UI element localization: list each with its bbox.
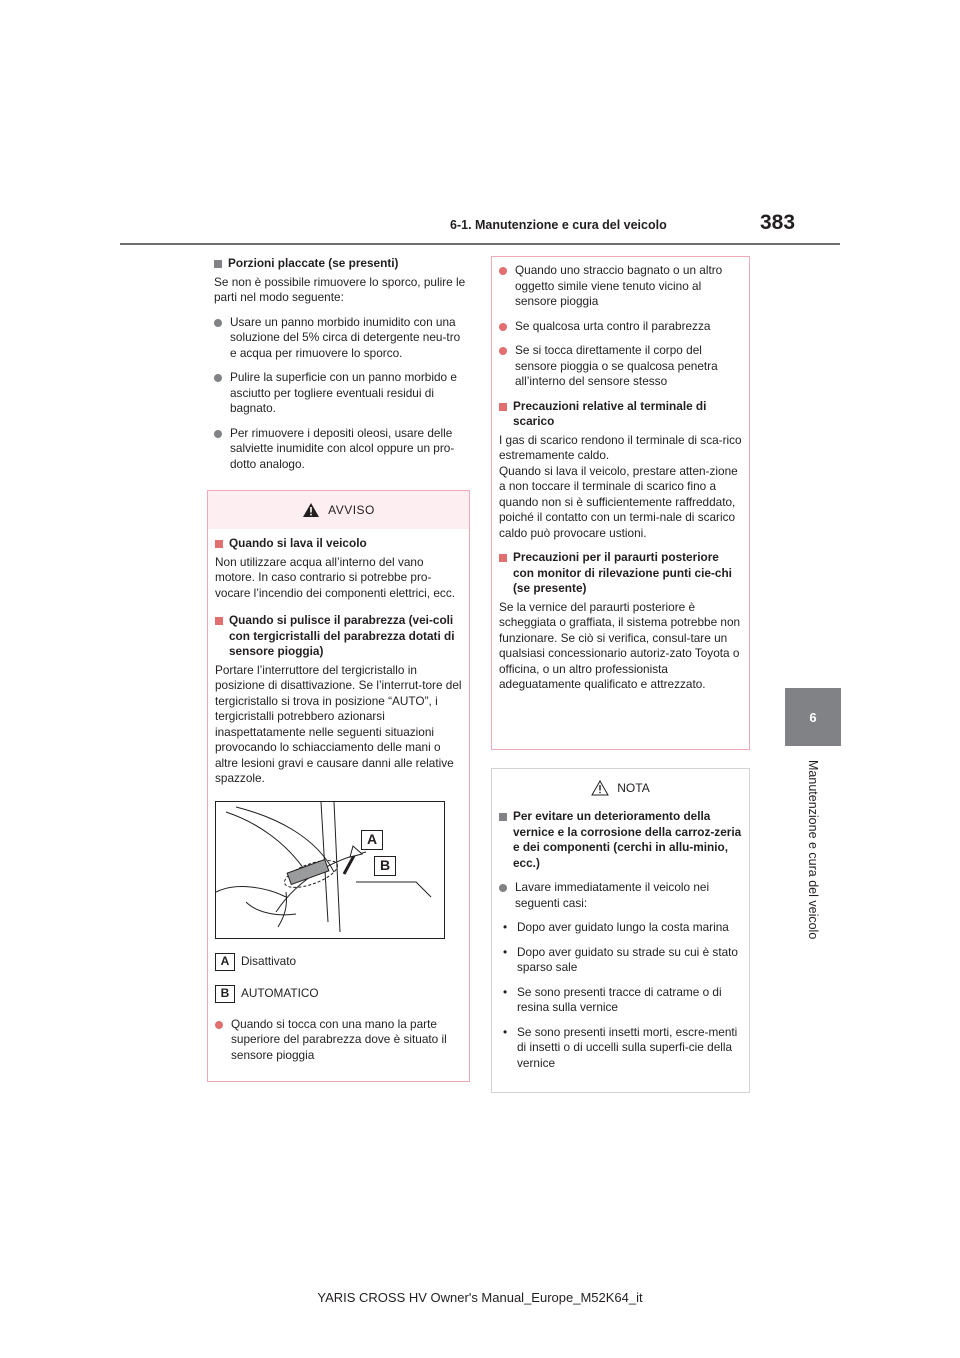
warning-box: [207, 490, 470, 1082]
note-box: [491, 768, 750, 1093]
figure-callout-a: A: [361, 830, 383, 850]
paragraph: Quando si lava il veicolo, prestare atten-zione a non toccare il terminale di scarico fino a quando non si è sufficientemente raffreddato, poiché il contatto con un termi-nale di scarico caldo può provocare ustioni.: [499, 463, 738, 540]
heading-paint: Per evitare un deterioramento della vernice e la corrosione della carroz-zeria e dei componenti (cerchi in allu-minio, ecc.): [499, 809, 742, 871]
sub-list-item: • Dopo aver guidato lungo la costa marina: [503, 920, 729, 934]
warning-continuation-box: [491, 256, 750, 750]
list-item: Lavare immediatamente il veicolo nei seguenti casi:: [499, 880, 742, 911]
heading-washing: Quando si lava il veicolo: [215, 536, 462, 552]
warning-header: [208, 491, 469, 529]
section-title: 6-1. Manutenzione e cura del veicolo: [450, 218, 667, 232]
footer-manual-id: YARIS CROSS HV Owner's Manual_Europe_M52K64_it: [317, 1290, 643, 1305]
paragraph: Se non è possibile rimuovere lo sporco, pulire le parti nel modo seguente:: [214, 274, 466, 304]
paragraph: Se la vernice del paraurti posteriore è scheggiata o graffiata, il sistema potrebbe non funzionare. Se ciò si verifica, consul-tare un qualsiasi concessionario autoriz-zato Toyota o officina, o un altro professionista adeguatamente qualificato e attrezzato.: [499, 599, 741, 691]
list-item: Quando si tocca con una mano la parte superiore del parabrezza dove è situato il sensore pioggia: [215, 1017, 462, 1064]
list-item: Quando uno straccio bagnato o un altro oggetto simile viene tenuto vicino al sensore pioggia: [499, 263, 742, 310]
header-rule: [120, 243, 840, 245]
note-title: NOTA: [617, 781, 650, 795]
list-item: Se si tocca direttamente il corpo del sensore pioggia o se qualcosa penetra all’interno del sensore stesso: [499, 343, 742, 390]
note-header: [492, 769, 749, 807]
caution-triangle-icon: [591, 780, 609, 796]
page-number: 383: [760, 211, 796, 234]
heading-plated-parts: Porzioni placcate (se presenti): [214, 256, 470, 272]
chapter-tab-label: Manutenzione e cura del veicolo: [806, 760, 820, 940]
list-item: Usare un panno morbido inumidito con una soluzione del 5% circa di detergente neu-tro e acqua per rimuovere lo sporco.: [214, 315, 470, 362]
wiper-switch-illustration: [216, 802, 444, 938]
heading-windshield: Quando si pulisce il parabrezza (vei-coli con tergicristalli del parabrezza dotati di sensore pioggia): [215, 613, 462, 660]
heading-bumper: Precauzioni per il paraurti posteriore con monitor di rilevazione punti cie-chi (se presente): [499, 550, 742, 597]
wiper-switch-figure: [215, 801, 445, 939]
sub-list-item: • Se sono presenti tracce di catrame o di resina sulla vernice: [503, 984, 722, 1014]
left-column: [214, 256, 470, 481]
warning-triangle-icon: [302, 502, 320, 518]
legend-item-b: B AUTOMATICO: [215, 985, 462, 1003]
list-item: Pulire la superficie con un panno morbido e asciutto per togliere eventuali residui di bagnato.: [214, 370, 470, 417]
list-item: Per rimuovere i depositi oleosi, usare delle salviette inumidite con alcol oppure un pro-dotto analogo.: [214, 426, 470, 473]
sub-list-item: • Se sono presenti insetti morti, escre-menti di insetti o di uccelli sulla superfi-cie della vernice: [503, 1024, 738, 1070]
figure-callout-b: B: [374, 856, 396, 876]
warning-title: AVVISO: [328, 503, 375, 517]
chapter-tab[interactable]: 6: [785, 688, 841, 746]
sub-list-item: • Dopo aver guidato su strade su cui è stato sparso sale: [503, 944, 738, 974]
heading-exhaust: Precauzioni relative al terminale di scarico: [499, 399, 742, 430]
paragraph: Non utilizzare acqua all’interno del vano motore. In caso contrario si potrebbe pro-vocare l’incendio dei componenti elettrici, ecc.: [215, 554, 455, 600]
paragraph: I gas di scarico rendono il terminale di sca-rico estremamente caldo.: [499, 432, 742, 462]
legend-item-a: A Disattivato: [215, 953, 462, 971]
list-item: Se qualcosa urta contro il parabrezza: [499, 319, 742, 335]
paragraph: Portare l’interruttore del tergicristallo in posizione di disattivazione. Se l’interrut-tore del tergicristallo si trova in posizione “AUTO”, i tergicristalli potrebbero azionarsi inaspettatamente nelle seguenti situazioni provocando lo schiacciamento delle mani o altre lesioni gravi e causare danni alle relative spazzole.: [215, 662, 462, 785]
